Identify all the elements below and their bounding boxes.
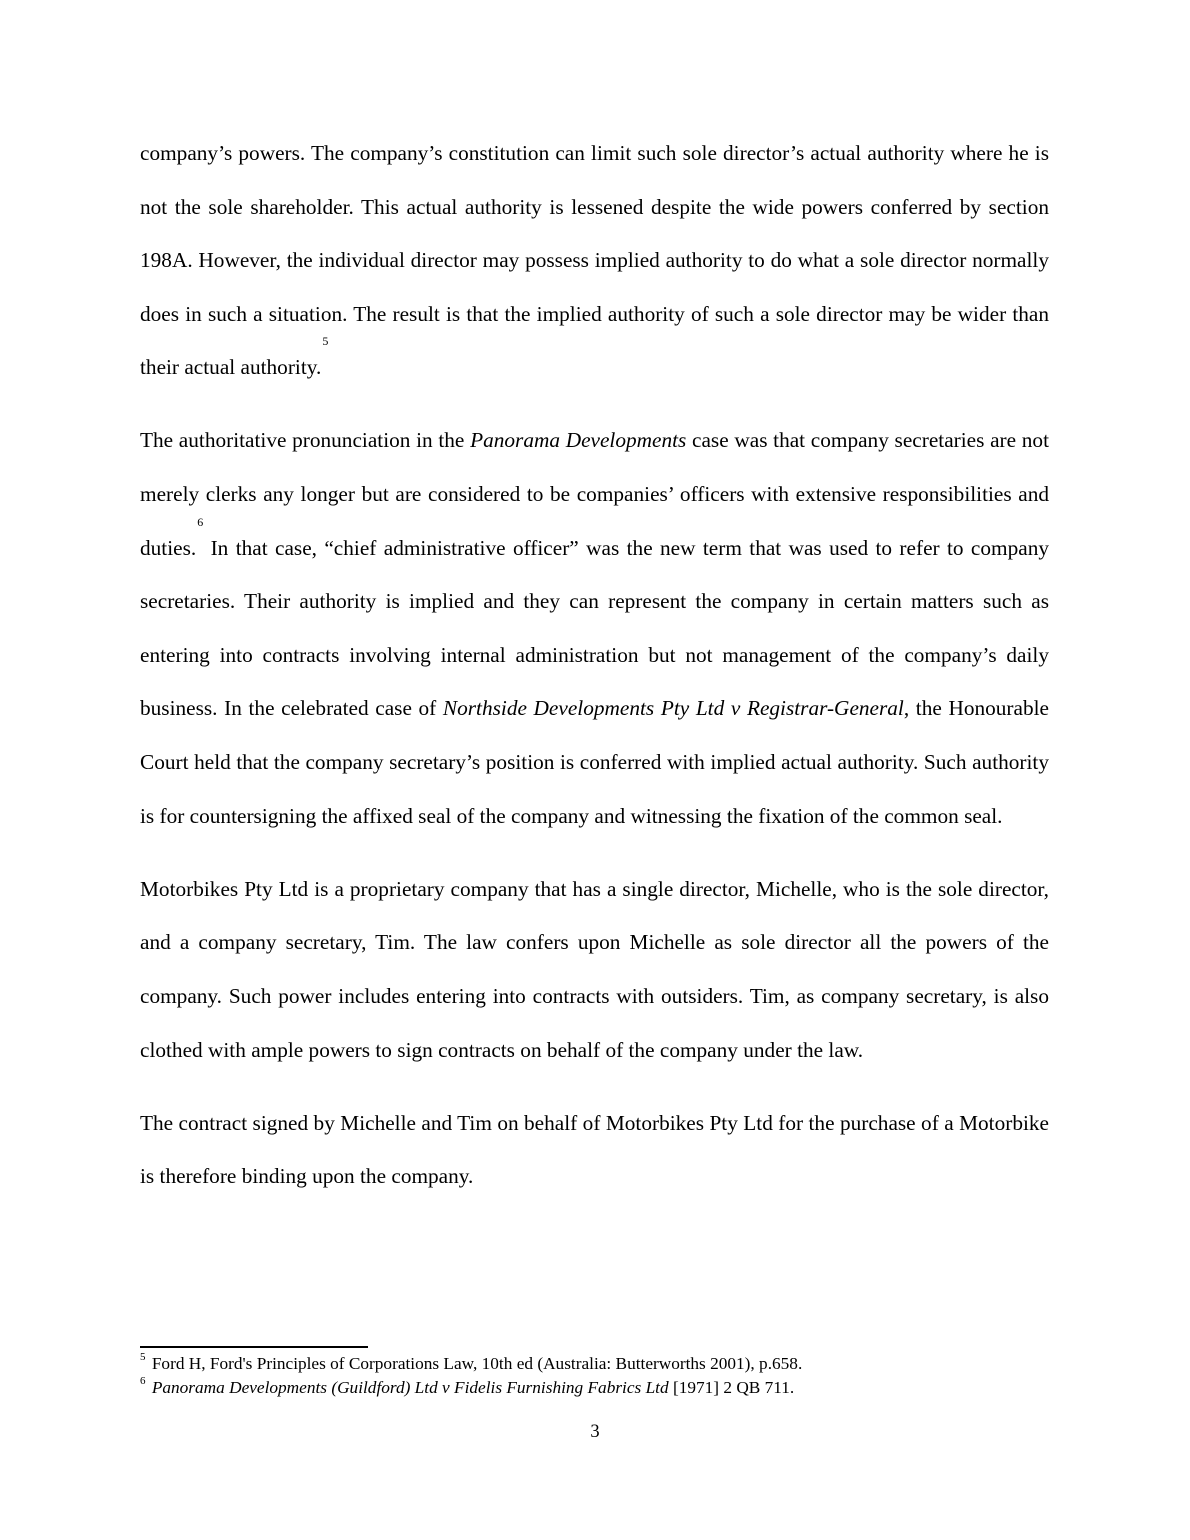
footnote-6-case-title: Panorama Developments (Guildford) Ltd v Fidelis Furnishing Fabrics Ltd xyxy=(151,1378,669,1397)
footnote-5-number: 5 xyxy=(140,1351,146,1363)
footnote-5-text: Ford H, Ford's Principles of Corporations Law, 10th ed (Australia: Butterworths 2001), p.658. xyxy=(147,1354,803,1373)
footnote-6-number: 6 xyxy=(140,1375,146,1387)
body-text xyxy=(140,127,1049,1204)
case-name-panorama: Panorama Developments xyxy=(470,428,687,453)
paragraph-2-text-b: case was that company secretaries are not merely clerks any longer but are considered to be companies’ officers with extensive responsibilities and duties. xyxy=(140,428,1049,560)
footnote-6-citation: [1971] 2 QB 711. xyxy=(668,1378,795,1397)
paragraph-1-text: company’s powers. The company’s constitution can limit such sole director’s actual authority where he is not the sole shareholder. This actual authority is lessened despite the wide powers conferred by section 198A. However, the individual director may possess implied authority to do what a sole director normally does in such a situation. The result is that the implied authority of such a sole director may be wider than their actual authority. xyxy=(140,141,1049,380)
footnote-6 xyxy=(140,1376,1049,1400)
paragraph-2-text-c: In that case, “chief administrative officer” was the new term that was used to refer to company secretaries. Their authority is implied and they can represent the company in certain matters such as entering into contracts involving internal administration but not management of the company’s daily business. In the celebrated case of xyxy=(140,535,1049,721)
paragraph-1 xyxy=(140,127,1049,395)
footnote-5 xyxy=(140,1352,1049,1376)
paragraph-4-text: The contract signed by Michelle and Tim on behalf of Motorbikes Pty Ltd for the purchase of a Motorbike is therefore binding upon the company. xyxy=(140,1110,1049,1189)
paragraph-3 xyxy=(140,863,1049,1077)
paragraph-2-text-a: The authoritative pronunciation in the xyxy=(140,428,471,453)
case-name-northside: Northside Developments Pty Ltd v Registrar-General xyxy=(442,696,904,721)
footnote-ref-6[interactable]: 6 xyxy=(197,514,204,529)
paragraph-2-text-d: , the Honourable Court held that the company secretary’s position is conferred with implied actual authority. Such authority is for countersigning the affixed seal of the company and witnessing the fixation of the common seal. xyxy=(140,696,1049,828)
paragraph-4 xyxy=(140,1097,1049,1204)
footnote-ref-5[interactable]: 5 xyxy=(322,334,329,349)
paragraph-3-text: Motorbikes Pty Ltd is a proprietary company that has a single director, Michelle, who is the sole director, and a company secretary, Tim. The law confers upon Michelle as sole director all the powers of the company. Such power includes entering into contracts with outsiders. Tim, as company secretary, is also clothed with ample powers to sign contracts on behalf of the company under the law. xyxy=(140,876,1049,1062)
footnote-separator xyxy=(140,1346,368,1348)
paragraph-2 xyxy=(140,414,1049,843)
page-number: 3 xyxy=(590,1422,600,1442)
footnotes xyxy=(140,1352,1049,1400)
